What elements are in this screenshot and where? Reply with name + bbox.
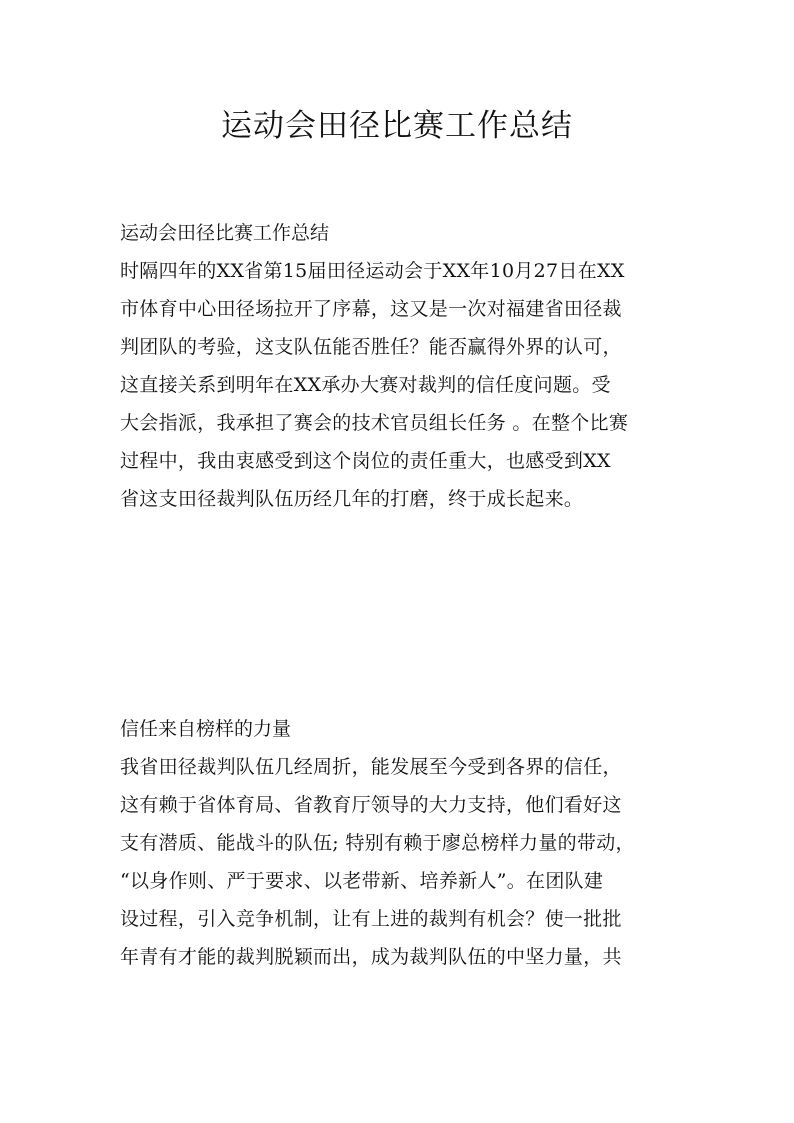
- paragraph-line: 市体育中心田径场拉开了序幕，这又是一次对福建省田径裁: [120, 298, 622, 320]
- section-heading: 信任来自榜样的力量: [120, 718, 292, 740]
- paragraph-line: 我省田径裁判队伍几经周折，能发展至今受到各界的信任，: [120, 756, 622, 778]
- paragraph-line: 设过程，引入竞争机制，让有上进的裁判有机会？使一批批: [120, 908, 622, 930]
- paragraph-line: 支有潜质、能战斗的队伍; 特别有赖于廖总榜样力量的带动，: [120, 832, 635, 854]
- paragraph-line: 这有赖于省体育局、省教育厅领导的大力支持，他们看好这: [120, 794, 622, 816]
- document-title: 运动会田径比赛工作总结: [221, 108, 573, 144]
- paragraph-line: 年青有才能的裁判脱颖而出，成为裁判队伍的中坚力量，共: [120, 946, 622, 968]
- paragraph-line: 省这支田径裁判队伍历经几年的打磨，终于成长起来。: [120, 488, 584, 510]
- section-heading: 运动会田径比赛工作总结: [120, 222, 330, 244]
- section-intro: [120, 214, 680, 518]
- section-trust: [120, 710, 680, 976]
- paragraph-line: 这直接关系到明年在XX承办大赛对裁判的信任度问题。受: [120, 374, 611, 396]
- paragraph-line: 过程中，我由衷感受到这个岗位的责任重大，也感受到XX: [120, 450, 611, 472]
- paragraph-line: “以身作则、严于要求、以老带新、培养新人”。在团队建: [120, 870, 604, 892]
- paragraph-line: 时隔四年的XX省第15届田径运动会于XX年10月27日在XX: [120, 260, 625, 282]
- paragraph-line: 判团队的考验，这支队伍能否胜任？能否赢得外界的认可，: [120, 336, 622, 358]
- paragraph-line: 大会指派，我承担了赛会的技术官员组长任务 。在整个比赛: [120, 412, 629, 434]
